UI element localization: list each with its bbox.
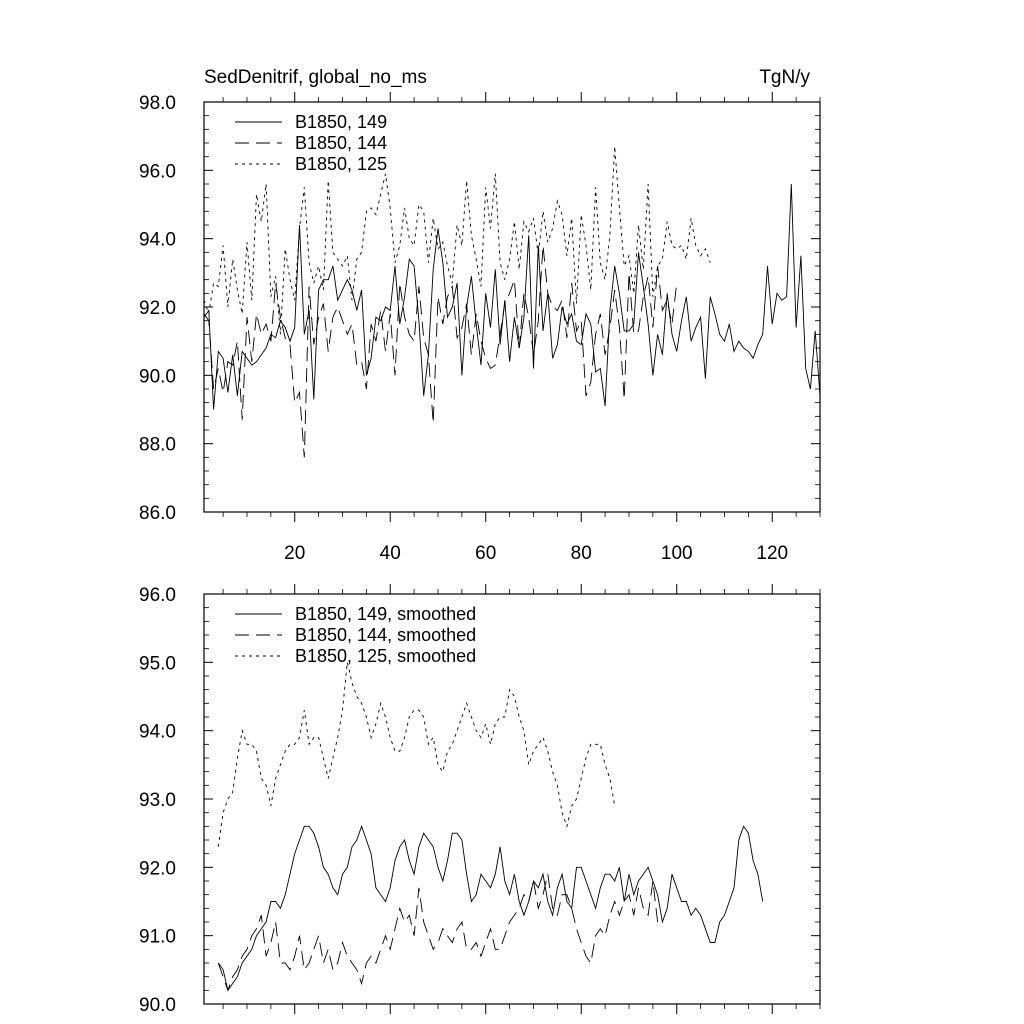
series-line-2: [218, 874, 657, 990]
series-line-2: [204, 246, 677, 458]
x-tick-label: 120: [756, 543, 789, 564]
x-tick-label: 100: [660, 543, 693, 564]
series-line-3: [218, 662, 614, 847]
legend-label-1: B1850, 149: [295, 112, 388, 132]
y-tick-label: 86.0: [139, 503, 176, 524]
legend-label-3: B1850, 125: [295, 154, 388, 174]
y-tick-label: 94.0: [139, 721, 176, 743]
x-tick-label: 60: [475, 543, 497, 564]
y-tick-label: 90.0: [139, 995, 176, 1016]
series-line-1: [204, 184, 820, 410]
y-tick-label: 95.0: [139, 653, 176, 675]
y-tick-label: 96.0: [139, 585, 176, 606]
y-tick-label: 96.0: [139, 161, 176, 183]
x-tick-label: 80: [570, 543, 592, 564]
x-tick-label: 20: [284, 543, 306, 564]
y-tick-label: 91.0: [139, 926, 176, 948]
y-tick-label: 88.0: [139, 434, 176, 456]
legend-label-1: B1850, 149, smoothed: [295, 604, 477, 624]
series-line-1: [218, 826, 762, 990]
chart-title: SedDenitrif, global_no_ms: [204, 67, 427, 88]
units-label: TgN/y: [759, 67, 810, 88]
bottom-panel: [139, 584, 820, 1016]
y-tick-label: 92.0: [139, 298, 176, 319]
y-tick-label: 98.0: [139, 93, 176, 114]
y-tick-label: 92.0: [139, 858, 176, 880]
y-tick-label: 90.0: [139, 366, 176, 388]
legend-label-2: B1850, 144, smoothed: [295, 625, 477, 645]
series-line-3: [204, 146, 710, 334]
y-tick-label: 93.0: [139, 790, 176, 811]
y-tick-label: 94.0: [139, 229, 176, 251]
legend-label-2: B1850, 144: [295, 133, 388, 153]
top-panel: [139, 67, 820, 564]
x-tick-label: 40: [379, 543, 401, 564]
legend-label-3: B1850, 125, smoothed: [295, 646, 477, 666]
